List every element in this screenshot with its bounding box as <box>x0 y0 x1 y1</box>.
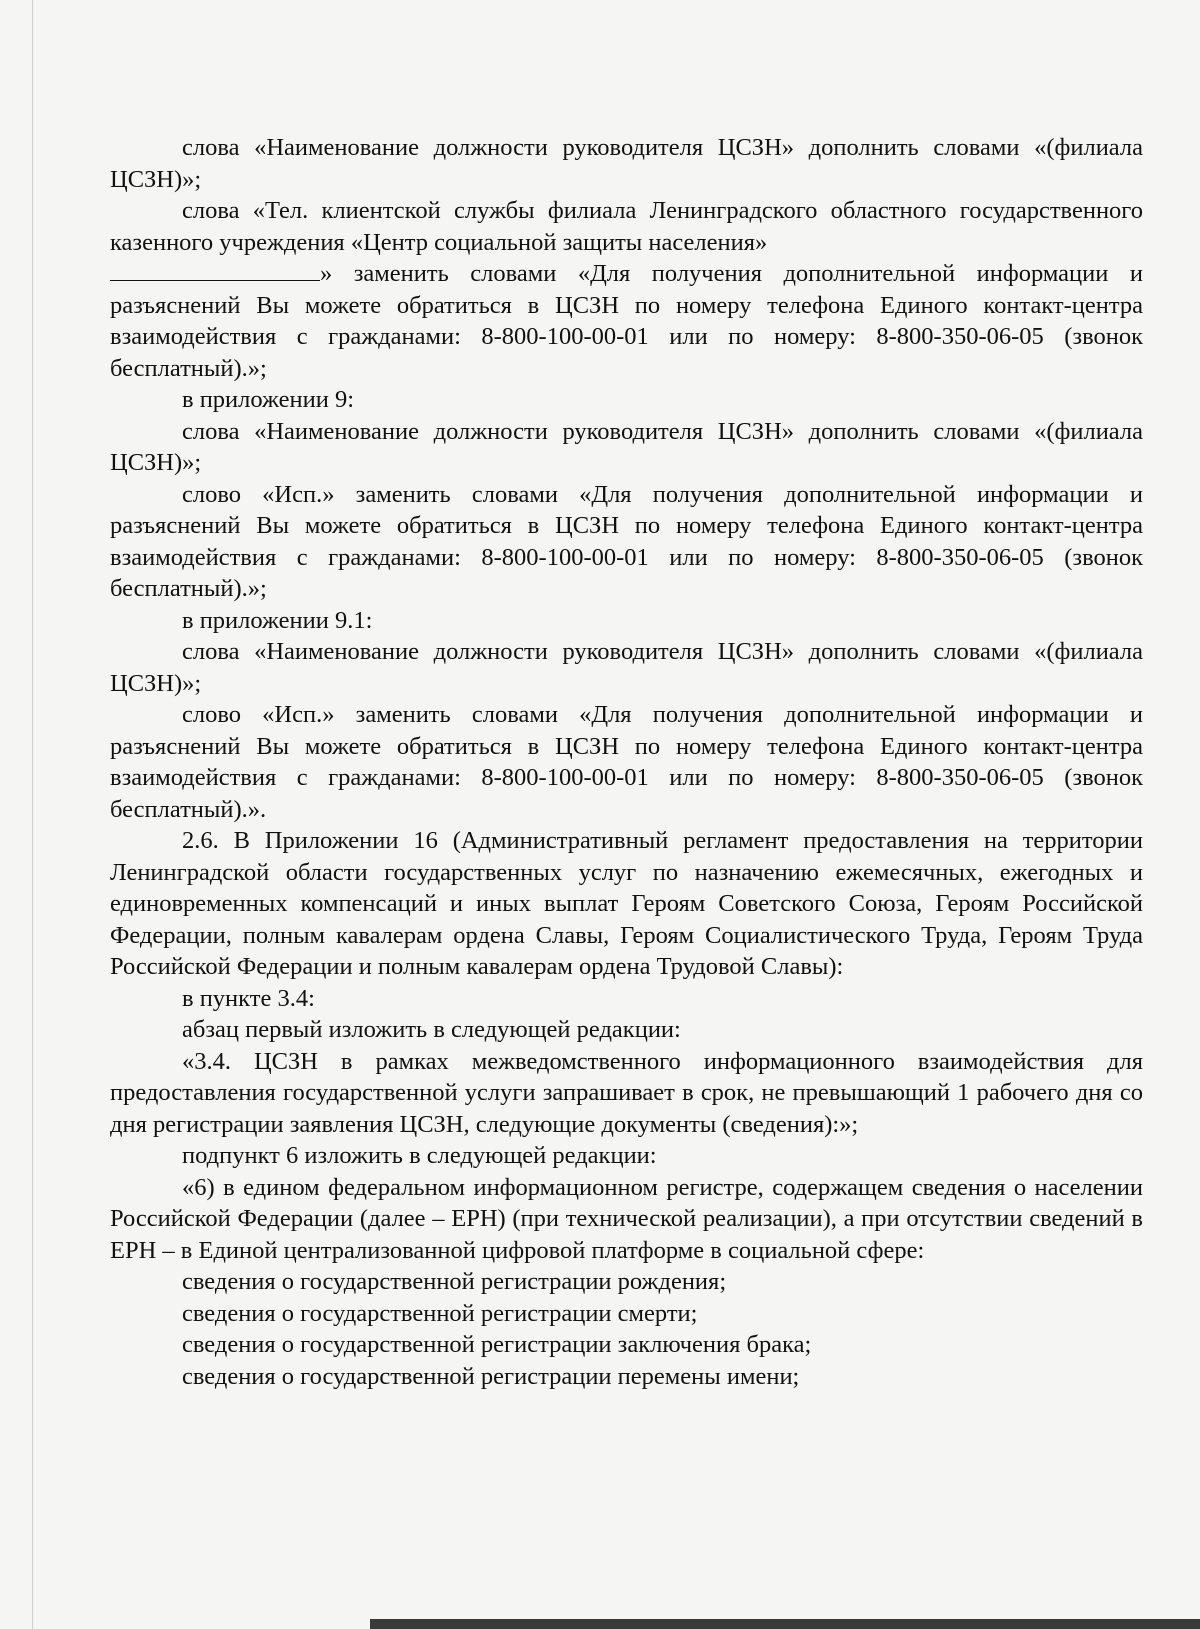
paragraph-with-blank <box>110 258 1143 384</box>
scan-margin-line <box>32 0 33 1629</box>
paragraph: слова «Наименование должности руководителя ЦСЗН» дополнить словами «(филиала ЦСЗН)»; <box>110 638 1143 697</box>
paragraph: слова «Наименование должности руководителя ЦСЗН» дополнить словами «(филиала ЦСЗН)»; <box>110 134 1143 193</box>
scan-bottom-edge <box>370 1619 1200 1629</box>
paragraph: слово «Исп.» заменить словами «Для получения дополнительной информации и разъяснений Вы можете обратиться в ЦСЗН по номеру телефона Единого контакт-центра взаимодействия с гражданами: 8-800-100-00-01 или по номеру: 8-800-350-06-05 (звонок бесплатный).»; <box>110 480 1143 602</box>
paragraph: «6) в едином федеральном информационном регистре, содержащем сведения о населении Российской Федерации (далее – ЕРН) (при технической реализации), а при отсутствии сведений в ЕРН – в Единой централизованной цифровой платформе в социальной сфере: <box>110 1173 1143 1264</box>
paragraph: абзац первый изложить в следующей редакции: <box>182 1016 681 1043</box>
paragraph-continuation: » заменить словами «Для получения дополнительной информации и разъяснений Вы можете обратиться в ЦСЗН по номеру телефона Единого контакт-центра взаимодействия с гражданами: 8-800-100-00-01 или по номеру: 8-800-350-06-05 (звонок бесплатный).»; <box>110 260 1143 382</box>
paragraph: в приложении 9.1: <box>182 606 373 634</box>
paragraph: сведения о государственной регистрации рождения; <box>182 1268 727 1295</box>
paragraph: в пункте 3.4: <box>182 984 315 1012</box>
paragraph: сведения о государственной регистрации смерти; <box>182 1299 698 1327</box>
paragraph: слова «Наименование должности руководителя ЦСЗН» дополнить словами «(филиала ЦСЗН)»; <box>110 417 1143 476</box>
paragraph: подпункт 6 изложить в следующей редакции: <box>182 1142 657 1169</box>
paragraph: слова «Тел. клиентской службы филиала Ленинградского областного государственного казенного учреждения «Центр социальной защиты населения» <box>110 197 1143 256</box>
paragraph: сведения о государственной регистрации перемены имени; <box>182 1362 800 1390</box>
paragraph: сведения о государственной регистрации заключения брака; <box>182 1331 812 1358</box>
paragraph: «3.4. ЦСЗН в рамках межведомственного информационного взаимодействия для предоставления государственной услуги запрашивает в срок, не превышающий 1 рабочего дня со дня регистрации заявления ЦСЗН, следующие документы (сведения):»; <box>110 1047 1143 1138</box>
blank-fill-line <box>110 258 320 281</box>
document-body <box>110 132 1143 1392</box>
paragraph: слово «Исп.» заменить словами «Для получения дополнительной информации и разъяснений Вы можете обратиться в ЦСЗН по номеру телефона Единого контакт-центра взаимодействия с гражданами: 8-800-100-00-01 или по номеру: 8-800-350-06-05 (звонок бесплатный).». <box>110 701 1143 823</box>
paragraph: 2.6. В Приложении 16 (Административный регламент предоставления на территории Ленинградской области государственных услуг по назначению ежемесячных, ежегодных и единовременных компенсаций и иных выплат Героям Советского Союза, Героям Российской Федерации, полным кавалерам ордена Славы, Героям Социалистического Труда, Героям Труда Российской Федерации и полным кавалерам ордена Трудовой Славы): <box>110 827 1143 980</box>
paragraph: в приложении 9: <box>182 386 355 413</box>
